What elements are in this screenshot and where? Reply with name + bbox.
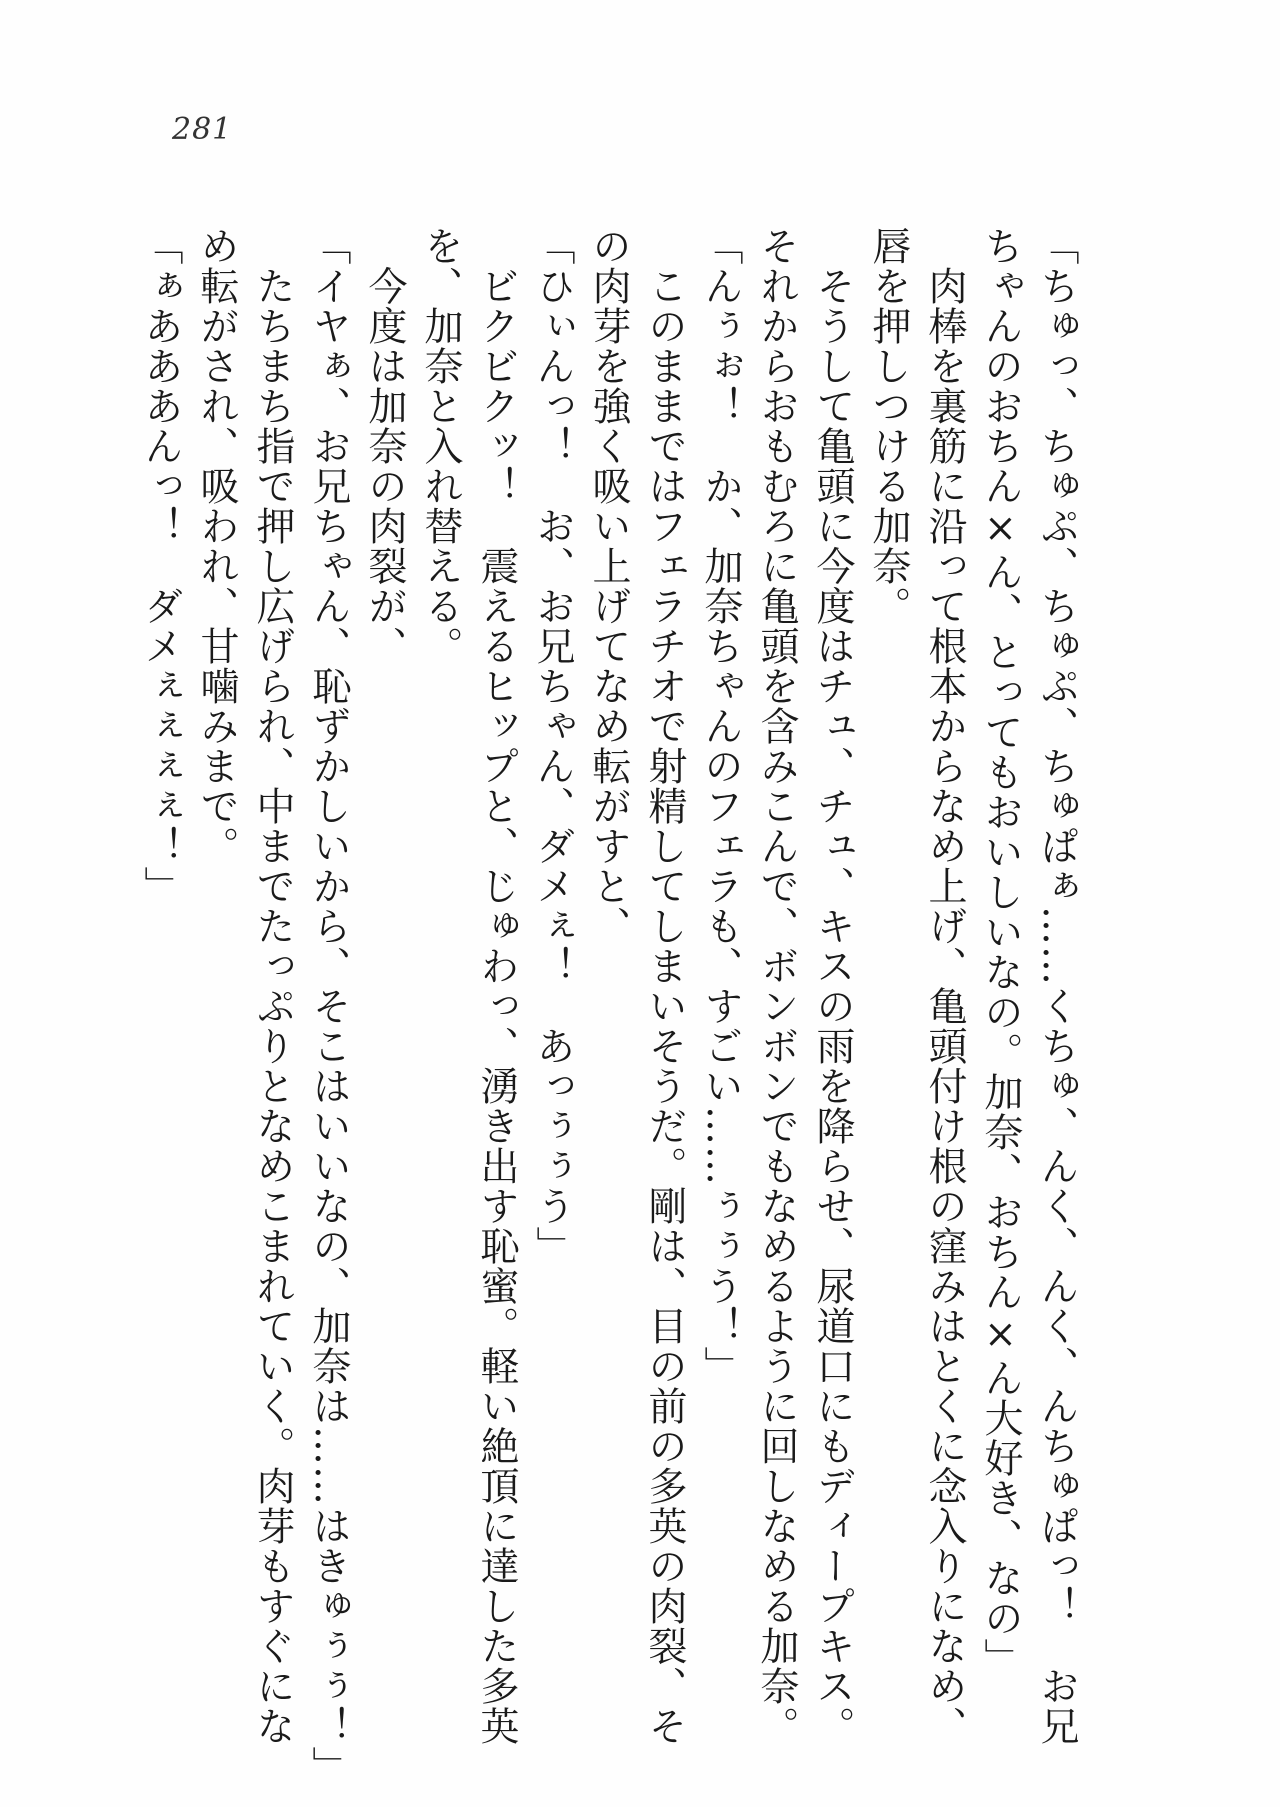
text-line: め転がされ、吸われ、甘噛みまで。 xyxy=(194,226,239,866)
text-line: 今度は加奈の肉裂が、 xyxy=(362,226,407,666)
text-line: ビクビクッ！ 震えるヒップと、じゅわっ、湧き出す恥蜜。軽い絶頂に達した多英 xyxy=(474,226,519,1746)
text-line: 「イヤぁ、お兄ちゃん、恥ずかしいから、そこはいいなの、加奈は……はきゅぅぅ！」 xyxy=(306,226,351,1786)
body-text xyxy=(132,226,1084,1786)
text-line: 「んぅぉ！ か、加奈ちゃんのフェラも、すごい……ぅぅう！」 xyxy=(698,226,743,1386)
text-line: の肉芽を強く吸い上げてなめ転がすと、 xyxy=(586,226,631,946)
text-line: 「ぁあああんっ！ ダメぇぇぇぇ！」 xyxy=(138,226,183,906)
text-line: 「ちゅっ、ちゅぷ、ちゅぷ、ちゅぱぁ……くちゅ、んく、んく、んちゅぱっ！ お兄 xyxy=(1034,226,1079,1746)
text-line: そうして亀頭に今度はチュ、チュ、キスの雨を降らせ、尿道口にもディープキス。 xyxy=(810,226,855,1746)
text-line: このままではフェラチオで射精してしまいそうだ。剛は、目の前の多英の肉裂、そ xyxy=(642,226,687,1746)
text-line: たちまち指で押し広げられ、中までたっぷりとなめこまれていく。肉芽もすぐにな xyxy=(250,226,295,1746)
text-line: 肉棒を裏筋に沿って根本からなめ上げ、亀頭付け根の窪みはとくに念入りになめ、 xyxy=(922,226,967,1746)
text-line: 「ひぃんっ！ お、お兄ちゃん、ダメぇ！ あっぅぅう」 xyxy=(530,226,575,1266)
text-line: それからおもむろに亀頭を含みこんで、ボンボンでもなめるように回しなめる加奈。 xyxy=(754,226,799,1746)
page-number: 281 xyxy=(172,112,233,147)
text-line: 唇を押しつける加奈。 xyxy=(866,226,911,626)
text-line: を、加奈と入れ替える。 xyxy=(418,226,463,666)
text-line: ちゃんのおちん×ん、とってもおいしいなの。加奈、おちん×ん大好き、なの」 xyxy=(978,226,1023,1678)
